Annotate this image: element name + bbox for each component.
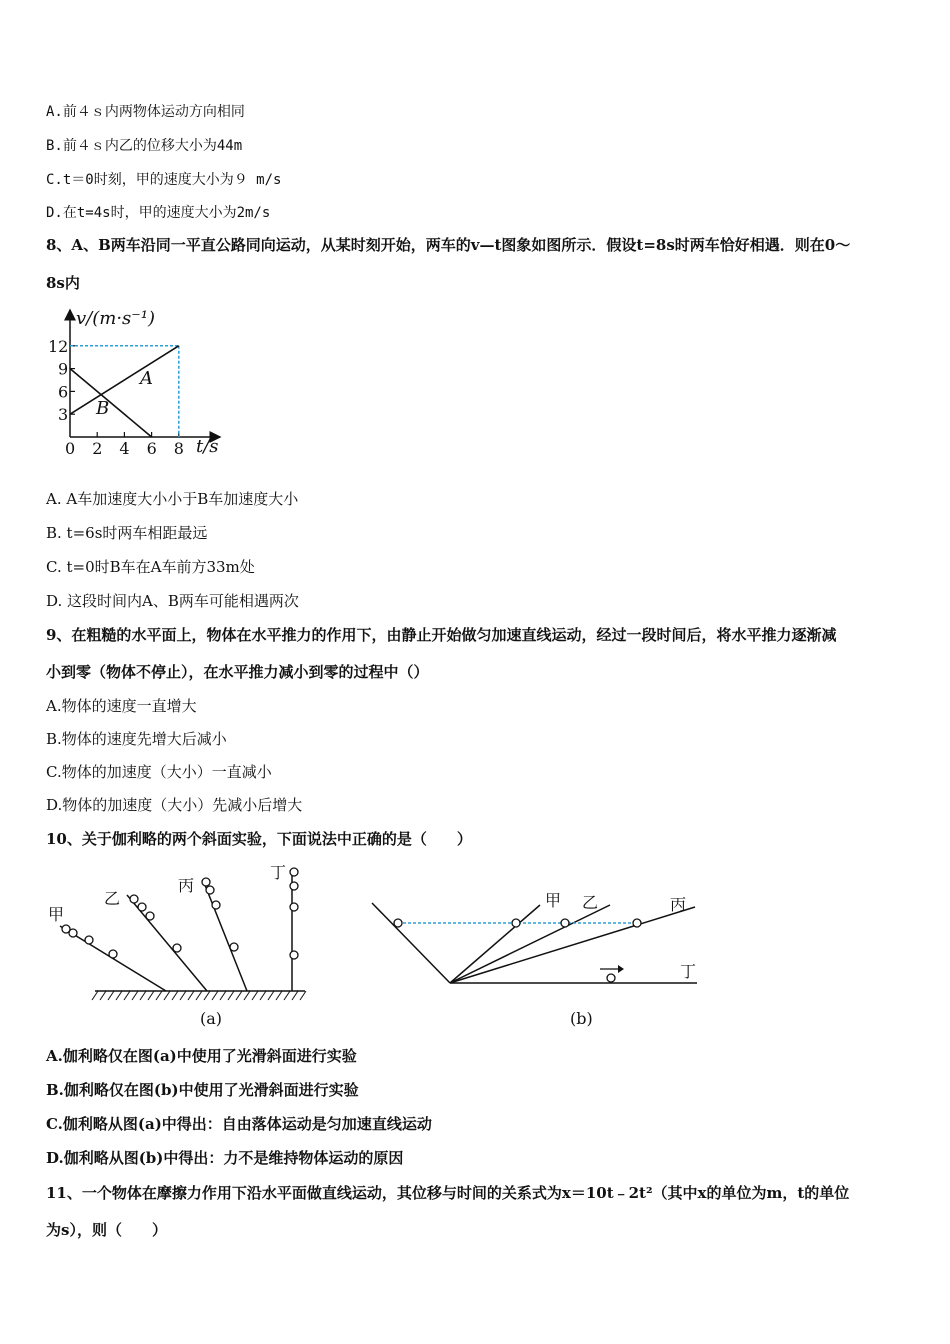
x-tick-label: 6 bbox=[146, 439, 157, 458]
q9-stem-line1: 9、在粗糙的水平面上，物体在水平推力的作用下，由静止开始做匀加速直线运动，经过一段时间后，将水平推力逐渐减 bbox=[46, 626, 837, 644]
series-line-a bbox=[70, 346, 179, 414]
y-tick-label: 3 bbox=[58, 405, 69, 425]
fig-a-label-ding: 丁 bbox=[270, 863, 287, 882]
fig-b-label-jia: 甲 bbox=[545, 891, 562, 910]
q7-option-c: C.t＝0时刻，甲的速度大小为９ m/s bbox=[46, 172, 282, 188]
y-axis-label: v/(m·s⁻¹) bbox=[76, 308, 156, 329]
fig-a-caption: (a) bbox=[200, 1009, 223, 1028]
fig-b-label-ding: 丁 bbox=[680, 962, 697, 981]
right-incline-bing bbox=[450, 907, 695, 983]
fig-b-label-bing: 丙 bbox=[670, 895, 687, 914]
fig-a-label-jia: 甲 bbox=[48, 905, 65, 924]
figure-b bbox=[360, 860, 710, 1035]
q10-stem: 10、关于伽利略的两个斜面实验，下面说法中正确的是（ ） bbox=[46, 830, 472, 848]
q9-option-c: C.物体的加速度（大小）一直减小 bbox=[46, 763, 272, 781]
q9-option-d: D.物体的加速度（大小）先减小后增大 bbox=[46, 796, 303, 814]
fig-a-label-yi: 乙 bbox=[104, 889, 121, 908]
fig-b-caption: (b) bbox=[570, 1009, 593, 1028]
q10-option-d: D.伽利略从图(b)中得出：力不是维持物体运动的原因 bbox=[46, 1149, 404, 1167]
y-tick-label: 9 bbox=[58, 359, 69, 379]
fig-b-label-yi: 乙 bbox=[582, 893, 599, 912]
y-tick-label: 12 bbox=[48, 336, 69, 356]
q10-option-a: A.伽利略仅在图(a)中使用了光滑斜面进行实验 bbox=[46, 1047, 357, 1065]
vt-chart bbox=[30, 300, 260, 470]
q7-option-b: B.前４ｓ内乙的位移大小为44m bbox=[46, 138, 243, 154]
q8-option-b: B. t=6s时两车相距最远 bbox=[46, 524, 208, 542]
ground-hatching bbox=[92, 991, 306, 1000]
x-tick-label: 4 bbox=[119, 439, 130, 458]
x-tick-label: 2 bbox=[92, 439, 103, 458]
q7-option-a: A.前４ｓ内两物体运动方向相同 bbox=[46, 104, 245, 120]
series-label-b: B bbox=[96, 398, 110, 419]
figure-a bbox=[40, 860, 320, 1035]
incline-bing bbox=[203, 880, 247, 991]
q11-stem-line1: 11、一个物体在摩擦力作用下沿水平面做直线运动，其位移与时间的关系式为x＝10t﹣2t²（其中x的单位为m，t的单位 bbox=[46, 1184, 850, 1202]
q7-option-d: D.在t=4s时，甲的速度大小为2m/s bbox=[46, 205, 271, 221]
left-incline bbox=[372, 903, 450, 983]
y-tick-label: 6 bbox=[58, 382, 69, 402]
q8-option-d: D. 这段时间内A、B两车可能相遇两次 bbox=[46, 592, 299, 610]
series-label-a: A bbox=[140, 368, 153, 389]
x-tick-label: 8 bbox=[173, 439, 184, 458]
q8-option-a: A. A车加速度大小小于B车加速度大小 bbox=[46, 490, 299, 508]
q9-option-a: A.物体的速度一直增大 bbox=[46, 697, 197, 715]
q11-stem-line2: 为s），则（ ） bbox=[46, 1221, 167, 1239]
q8-stem-line1: 8、A、B两车沿同一平直公路同向运动，从某时刻开始，两车的v—t图象如图所示．假设t=8s时两车恰好相遇．则在0～ bbox=[46, 236, 851, 254]
x-tick-label: 0 bbox=[65, 439, 76, 458]
x-axis-label: t/s bbox=[196, 436, 219, 457]
right-incline-yi bbox=[450, 905, 610, 983]
q9-stem-line2: 小到零（物体不停止），在水平推力减小到零的过程中（） bbox=[46, 663, 429, 681]
q8-stem-line2: 8s内 bbox=[46, 274, 80, 292]
q8-option-c: C. t=0时B车在A车前方33m处 bbox=[46, 558, 255, 576]
q10-option-b: B.伽利略仅在图(b)中使用了光滑斜面进行实验 bbox=[46, 1081, 359, 1099]
q10-option-c: C.伽利略从图(a)中得出：自由落体运动是匀加速直线运动 bbox=[46, 1115, 432, 1133]
right-incline-jia bbox=[450, 905, 540, 983]
q9-option-b: B.物体的速度先增大后减小 bbox=[46, 730, 227, 748]
fig-a-label-bing: 丙 bbox=[178, 876, 195, 895]
